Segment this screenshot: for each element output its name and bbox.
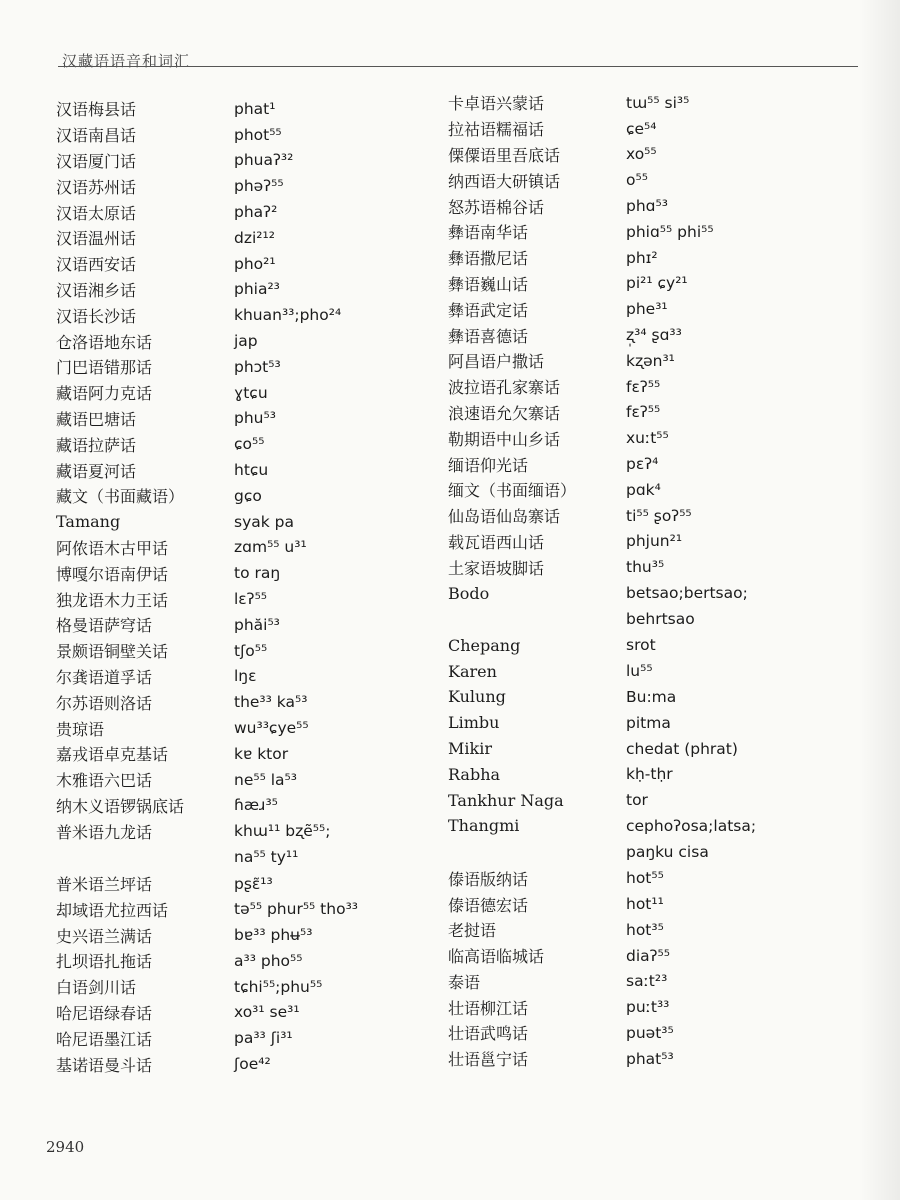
word-form: pʂɛ̃¹³ (234, 874, 273, 893)
word-form: thu³⁵ (626, 558, 665, 577)
word-form: kʐən³¹ (626, 351, 675, 370)
word-form: phəʔ⁵⁵ (234, 177, 284, 196)
entry-row (56, 122, 456, 148)
language-name: Tamang (56, 512, 121, 532)
language-name: Karen (448, 661, 497, 681)
entry-row (56, 509, 456, 535)
word-form: puət³⁵ (626, 1023, 674, 1042)
word-form: Bu:ma (626, 687, 677, 706)
language-name: 勒期语中山乡话 (448, 429, 561, 449)
language-name: 汉语南昌话 (56, 126, 137, 146)
word-form: phuaʔ³² (234, 151, 294, 170)
language-name: 汉语厦门话 (56, 151, 137, 171)
word-form: khuan³³;pho²⁴ (234, 306, 342, 325)
language-name: 哈尼语墨江话 (56, 1029, 153, 1049)
language-name: 纳木义语锣锅底话 (56, 796, 185, 816)
entry-row (56, 225, 456, 251)
entry-row (56, 96, 456, 122)
language-name: 普米语兰坪话 (56, 875, 153, 894)
entry-row (448, 374, 878, 400)
entry-row (56, 689, 456, 715)
entry-row (56, 380, 456, 406)
word-form: paŋku cisa (626, 843, 709, 862)
word-form: cephoʔosa;latsa; (626, 816, 757, 835)
entry-row (56, 173, 456, 199)
language-name: 汉语西安话 (56, 255, 137, 275)
entry-row (448, 322, 878, 348)
entry-row (56, 948, 456, 974)
entry-row (56, 1025, 456, 1051)
language-name: 彝语喜德话 (448, 326, 529, 346)
entry-row (448, 761, 878, 787)
language-name: 波拉语孔家寨话 (448, 378, 561, 398)
entry-row (56, 457, 456, 483)
entry-row (56, 922, 456, 948)
word-form: syak pa (234, 512, 294, 531)
word-form: xo³¹ se³¹ (234, 1003, 300, 1022)
entry-row (448, 296, 878, 322)
language-name: 傈僳语里吾底话 (448, 145, 561, 165)
word-form: hot³⁵ (626, 920, 664, 939)
language-name: 却域语尤拉西话 (56, 900, 169, 920)
word-form: ɕe⁵⁴ (626, 119, 657, 138)
entry-row (56, 560, 456, 586)
word-form: kḥ-tḥr (626, 765, 673, 784)
language-name: Tankhur Naga (448, 790, 564, 810)
word-form: betsao;bertsao; (626, 584, 748, 603)
language-name: 藏语夏河话 (56, 461, 137, 481)
word-form: tʃo⁵⁵ (234, 641, 268, 660)
word-form: phia²³ (234, 280, 280, 299)
language-name: 博嘎尔语南伊话 (56, 564, 169, 584)
word-form: wu³³ɕye⁵⁵ (234, 719, 309, 738)
entry-row (56, 793, 456, 819)
language-name: 泰语 (448, 972, 481, 992)
entry-row (448, 943, 878, 969)
word-form: tə⁵⁵ phur⁵⁵ tho³³ (234, 900, 358, 919)
entry-row (448, 477, 878, 503)
word-form: xo⁵⁵ (626, 145, 657, 164)
word-form: srot (626, 636, 656, 655)
entry-row (448, 348, 878, 374)
entry-row (448, 580, 878, 606)
word-form: phat⁵³ (626, 1049, 674, 1068)
word-form: saːt²³ (626, 972, 668, 991)
language-name: 尔苏语则洛话 (56, 693, 153, 713)
word-form: fɛʔ⁵⁵ (626, 377, 661, 396)
language-name: Chepang (448, 635, 521, 655)
word-form: phu⁵³ (234, 409, 276, 428)
language-name: 卡卓语兴蒙话 (448, 94, 545, 114)
word-form: pitma (626, 713, 671, 732)
language-name: 彝语武定话 (448, 300, 529, 320)
entry-row (56, 896, 456, 922)
language-name: 尔龚语道孚话 (56, 667, 153, 687)
language-name: 浪速语允欠寨话 (448, 403, 561, 423)
language-name: 门巴语错那话 (56, 358, 153, 378)
word-form: the³³ ka⁵³ (234, 693, 308, 712)
entry-row (448, 167, 878, 193)
entry-row (448, 400, 878, 426)
word-form: ʐ̩³⁴ ʂɑ³³ (626, 326, 682, 345)
word-form: tor (626, 791, 648, 810)
word-form: phɑ⁵³ (626, 197, 668, 216)
language-name: 汉语湘乡话 (56, 280, 137, 300)
entry-row (56, 535, 456, 561)
word-form: to raŋ (234, 564, 281, 583)
word-form: htɕu (234, 461, 269, 480)
language-name: Mikir (448, 739, 492, 759)
language-name: 老挝语 (448, 921, 497, 941)
language-name: 藏文（书面藏语） (56, 487, 185, 507)
word-form: a³³ pho⁵⁵ (234, 951, 303, 970)
language-name: 拉祜语糯福话 (448, 120, 545, 140)
entry-row (56, 586, 456, 612)
language-name: 木雅语六巴话 (56, 771, 153, 791)
entry-row (448, 969, 878, 995)
entry-row (448, 451, 878, 477)
entry-row (448, 245, 878, 271)
language-name: 藏语拉萨话 (56, 435, 137, 455)
word-form: khɯ¹¹ bʐẽ⁵⁵; (234, 822, 331, 841)
word-form: pho²¹ (234, 254, 276, 273)
word-form: ɕo⁵⁵ (234, 435, 265, 454)
language-name: 仓洛语地东话 (56, 332, 153, 352)
language-name: 怒苏语棉谷话 (448, 197, 545, 217)
language-name: 史兴语兰满话 (56, 926, 153, 946)
language-name: 藏语巴塘话 (56, 409, 137, 429)
word-form: tɯ⁵⁵ si³⁵ (626, 93, 690, 112)
word-form: bɐ³³ phʉ⁵³ (234, 926, 313, 945)
word-form: ɦæɹ³⁵ (234, 796, 278, 815)
entry-row (56, 612, 456, 638)
language-name: 缅语仰光话 (448, 455, 529, 475)
language-name: 载瓦语西山话 (448, 532, 545, 552)
language-name: 彝语巍山话 (448, 274, 529, 294)
word-form: pɑk⁴ (626, 480, 661, 499)
language-name: 白语剑川话 (56, 978, 137, 998)
language-name: 缅文（书面缅语） (448, 481, 577, 501)
entry-row (448, 606, 878, 633)
language-name: 扎坝语扎拖话 (56, 952, 153, 972)
word-form: tɕhi⁵⁵;phu⁵⁵ (234, 977, 323, 996)
entry-row (448, 891, 878, 917)
language-name: 壮语武鸣话 (448, 1024, 529, 1044)
language-name: 汉语温州话 (56, 229, 137, 249)
language-name: 格曼语萨穹话 (56, 616, 153, 636)
entry-row (448, 684, 878, 710)
word-form: phat¹ (234, 99, 276, 118)
language-name: 彝语撒尼话 (448, 249, 529, 269)
word-form: lŋɛ (234, 667, 257, 686)
word-form: phiɑ⁵⁵ phi⁵⁵ (626, 222, 714, 241)
entry-row (448, 116, 878, 142)
word-form: behrtsao (626, 610, 695, 629)
entry-row (56, 844, 456, 871)
entry-row (448, 529, 878, 555)
left-column (56, 96, 456, 1077)
language-name: 傣语德宏话 (448, 895, 529, 915)
word-form: ne⁵⁵ la⁵³ (234, 770, 297, 789)
language-name: 基诺语曼斗话 (56, 1055, 153, 1075)
word-form: chedat (phrat) (626, 739, 738, 758)
word-form: dzi²¹² (234, 228, 275, 247)
word-form: pa³³ ʃi³¹ (234, 1029, 293, 1048)
language-name: 仙岛语仙岛寨话 (448, 507, 561, 527)
entry-row (448, 658, 878, 684)
language-name: 阿昌语户撒话 (448, 352, 545, 372)
word-form: na⁵⁵ ty¹¹ (234, 848, 299, 867)
entry-row (448, 736, 878, 762)
entry-row (56, 871, 456, 897)
word-form: gɕo (234, 486, 262, 505)
entry-row (56, 715, 456, 741)
language-name: 藏语阿力克话 (56, 384, 153, 404)
word-form: phɪ² (626, 248, 658, 267)
entry-row (448, 839, 878, 866)
header-rule (58, 66, 858, 67)
word-form: o⁵⁵ (626, 171, 648, 190)
entry-row (448, 1020, 878, 1046)
entry-row (448, 554, 878, 580)
word-form: phɔt⁵³ (234, 357, 281, 376)
entry-row (56, 148, 456, 174)
entry-row (56, 767, 456, 793)
entry-row (56, 251, 456, 277)
word-form: pi²¹ ɕy²¹ (626, 274, 688, 293)
right-column (448, 90, 878, 1072)
language-name: 独龙语木力王话 (56, 590, 169, 610)
word-form: ʃoe⁴² (234, 1055, 271, 1074)
entry-row (56, 277, 456, 303)
word-form: diaʔ⁵⁵ (626, 946, 670, 965)
entry-row (448, 632, 878, 658)
entry-row (448, 90, 878, 116)
entry-row (56, 483, 456, 509)
entry-row (448, 1046, 878, 1072)
language-name: 汉语梅县话 (56, 100, 137, 120)
language-name: 普米语九龙话 (56, 822, 153, 842)
word-form: phot⁵⁵ (234, 125, 282, 144)
word-form: ɣtɕu (234, 383, 268, 402)
entry-row (56, 199, 456, 225)
entry-row (56, 328, 456, 354)
word-form: zɑm⁵⁵ u³¹ (234, 538, 307, 557)
entry-row (56, 1051, 456, 1077)
language-name: Kulung (448, 687, 506, 707)
language-name: 汉语长沙话 (56, 306, 137, 326)
entry-row (56, 638, 456, 664)
entry-row (56, 406, 456, 432)
entry-row (56, 302, 456, 328)
word-form: lɛʔ⁵⁵ (234, 590, 268, 609)
language-name: 纳西语大研镇话 (448, 171, 561, 191)
running-header: 汉藏语语音和词汇 (62, 52, 191, 70)
language-name: 哈尼语绿春话 (56, 1003, 153, 1023)
word-form: phăi⁵³ (234, 615, 280, 634)
word-form: phaʔ² (234, 203, 278, 222)
language-name: 土家语坡脚话 (448, 558, 545, 578)
entry-row (56, 1000, 456, 1026)
language-name: Thangmi (448, 816, 520, 836)
language-name: 临高语临城话 (448, 947, 545, 967)
entry-row (56, 818, 456, 844)
language-name: Bodo (448, 583, 490, 603)
entry-row (448, 917, 878, 943)
entry-row (448, 193, 878, 219)
language-name: 汉语太原话 (56, 203, 137, 223)
entry-row (448, 813, 878, 839)
word-form: jap (234, 332, 258, 351)
language-name: 贵琼语 (56, 719, 105, 739)
word-form: fɛʔ⁵⁵ (626, 403, 661, 422)
language-name: Limbu (448, 713, 500, 733)
entry-row (56, 741, 456, 767)
entry-row (56, 664, 456, 690)
word-form: kɐ ktor (234, 744, 289, 763)
entry-row (448, 994, 878, 1020)
entry-row (448, 425, 878, 451)
language-name: 汉语苏州话 (56, 177, 137, 197)
entry-row (448, 865, 878, 891)
word-form: lu⁵⁵ (626, 662, 653, 681)
language-name: 傣语版纳话 (448, 869, 529, 889)
entry-row (448, 503, 878, 529)
word-form: puːt³³ (626, 998, 670, 1017)
language-name: Rabha (448, 764, 501, 784)
page-number: 2940 (46, 1138, 85, 1156)
word-form: ti⁵⁵ ʂoʔ⁵⁵ (626, 506, 692, 525)
language-name: 壮语柳江话 (448, 998, 529, 1018)
language-name: 嘉戎语卓克基话 (56, 745, 169, 765)
word-form: hot⁵⁵ (626, 869, 664, 888)
language-name: 彝语南华话 (448, 223, 529, 243)
entry-row (448, 787, 878, 813)
word-form: phjun²¹ (626, 532, 683, 551)
word-form: phe³¹ (626, 300, 668, 319)
word-form: xuːt⁵⁵ (626, 429, 669, 448)
language-name: 壮语邕宁话 (448, 1050, 529, 1070)
entry-row (56, 431, 456, 457)
word-form: pɛʔ⁴ (626, 455, 659, 474)
language-name: 阿侬语木古甲话 (56, 538, 169, 558)
entry-row (448, 271, 878, 297)
entry-row (56, 974, 456, 1000)
entry-row (448, 219, 878, 245)
entry-row (448, 142, 878, 168)
language-name: 景颇语铜壁关话 (56, 642, 169, 662)
entry-row (448, 710, 878, 736)
entry-row (56, 354, 456, 380)
word-form: hot¹¹ (626, 895, 664, 913)
